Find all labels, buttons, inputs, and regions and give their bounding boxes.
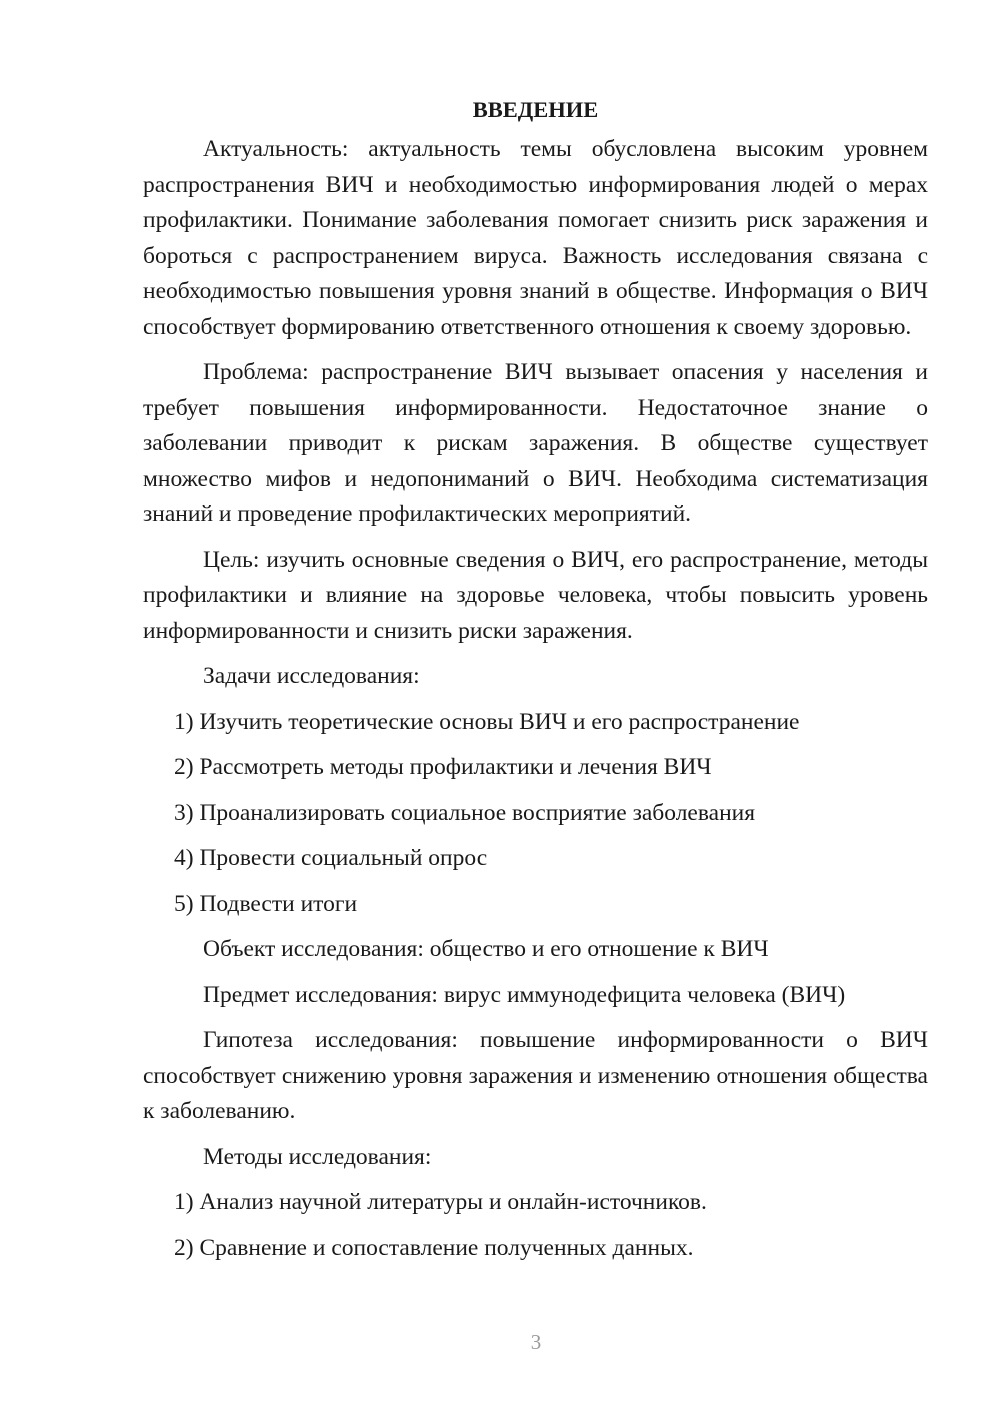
research-object: Объект исследования: общество и его отношение к ВИЧ <box>203 936 769 962</box>
task-item: 1) Изучить теоретические основы ВИЧ и его распространение <box>174 708 800 735</box>
task-item: 2) Рассмотреть методы профилактики и лечения ВИЧ <box>174 754 712 780</box>
page-number: 3 <box>530 1330 542 1354</box>
methods-label: Методы исследования: <box>203 1143 432 1170</box>
hypothesis-paragraph: Гипотеза исследования: повышение информированности о ВИЧ способствует снижению уровня заражения и изменению отношения общества к заболеванию. <box>143 1027 928 1124</box>
relevance-paragraph: Актуальность: актуальность темы обусловлена высоким уровнем распространения ВИЧ и необходимостью информирования людей о мерах профилактики. Понимание заболевания помогает снизить риск заражения и бороться с распространением вируса. Важность исследования связана с необходимостью повышения уровня знаний в обществе. Информация о ВИЧ способствует формированию ответственного отношения к своему здоровью. <box>143 136 928 340</box>
task-item: 5) Подвести итоги <box>174 890 358 917</box>
method-item: 1) Анализ научной литературы и онлайн-источников. <box>174 1189 707 1215</box>
goal-paragraph: Цель: изучить основные сведения о ВИЧ, его распространение, методы профилактики и влияние на здоровье человека, чтобы повысить уровень информированности и снизить риски заражения. <box>143 546 928 644</box>
tasks-label: Задачи исследования: <box>203 663 420 689</box>
research-subject: Предмет исследования: вирус иммунодефицита человека (ВИЧ) <box>203 981 846 1008</box>
method-item: 2) Сравнение и сопоставление полученных данных. <box>174 1234 694 1261</box>
task-item: 3) Проанализировать социальное восприятие заболевания <box>174 799 756 826</box>
section-heading: ВВЕДЕНИЕ <box>472 97 599 122</box>
problem-paragraph: Проблема: распространение ВИЧ вызывает опасения у населения и требует повышения информированности. Недостаточное знание о заболевании приводит к рискам заражения. В обществе существует множество мифов и недопониманий о ВИЧ. Необходима систематизация знаний и проведение профилактических мероприятий. <box>143 359 928 527</box>
page-content <box>143 92 928 1276</box>
task-item: 4) Провести социальный опрос <box>174 845 488 871</box>
